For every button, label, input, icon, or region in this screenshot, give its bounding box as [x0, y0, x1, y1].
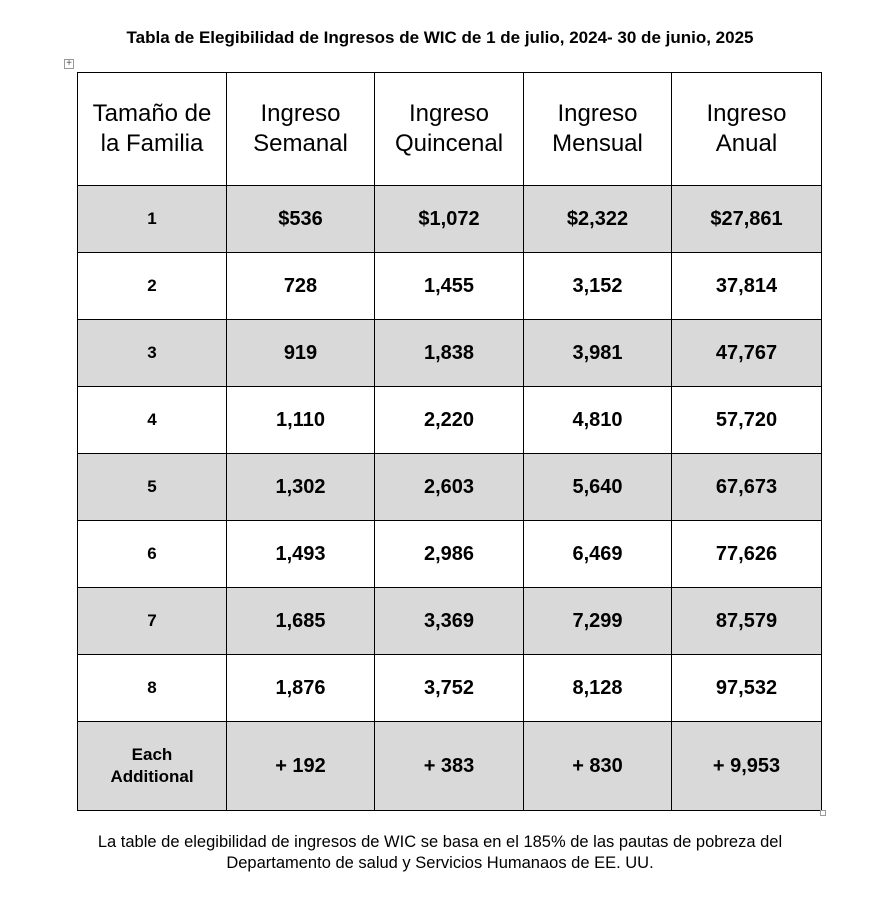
- table-resize-handle[interactable]: [820, 810, 826, 816]
- table-row: [78, 454, 822, 521]
- table-row: [78, 387, 822, 454]
- biweekly-income-cell: 2,986: [375, 521, 524, 588]
- table-header-row: [78, 73, 822, 186]
- header-line: Tamaño de: [92, 100, 212, 127]
- monthly-income-cell: 7,299: [524, 588, 672, 655]
- header-monthly-income: [524, 73, 672, 186]
- weekly-income-cell: 728: [227, 253, 375, 320]
- monthly-income-cell: 5,640: [524, 454, 672, 521]
- table-row: [78, 320, 822, 387]
- annual-income-cell: 37,814: [672, 253, 822, 320]
- family-size-cell: 5: [78, 454, 227, 521]
- family-size-cell: 4: [78, 387, 227, 454]
- monthly-income-cell: $2,322: [524, 186, 672, 253]
- additional-member-row: [78, 722, 822, 811]
- footnote-line: Departamento de salud y Servicios Humanaos de EE. UU.: [226, 854, 654, 872]
- weekly-income-cell: 1,876: [227, 655, 375, 722]
- header-annual-income: [672, 73, 822, 186]
- header-biweekly-income: [375, 73, 524, 186]
- table-row: [78, 655, 822, 722]
- header-line: Quincenal: [394, 130, 504, 157]
- header-line: Anual: [715, 130, 778, 157]
- table-row: [78, 253, 822, 320]
- weekly-income-cell: 919: [227, 320, 375, 387]
- each-additional-cell: [78, 722, 227, 811]
- biweekly-income-cell: + 383: [375, 722, 524, 811]
- family-size-cell: 1: [78, 186, 227, 253]
- weekly-income-cell: 1,302: [227, 454, 375, 521]
- table-move-handle-icon[interactable]: +: [64, 59, 74, 69]
- monthly-income-cell: 4,810: [524, 387, 672, 454]
- weekly-income-cell: $536: [227, 186, 375, 253]
- annual-income-cell: 67,673: [672, 454, 822, 521]
- annual-income-cell: 97,532: [672, 655, 822, 722]
- monthly-income-cell: 3,981: [524, 320, 672, 387]
- annual-income-cell: 77,626: [672, 521, 822, 588]
- monthly-income-cell: 6,469: [524, 521, 672, 588]
- each-additional-line: Each: [131, 745, 173, 764]
- biweekly-income-cell: 1,455: [375, 253, 524, 320]
- table-row: [78, 186, 822, 253]
- family-size-cell: 6: [78, 521, 227, 588]
- income-eligibility-table: [77, 72, 822, 811]
- annual-income-cell: $27,861: [672, 186, 822, 253]
- each-additional-line: Additional: [110, 767, 194, 786]
- header-line: la Familia: [100, 130, 204, 157]
- monthly-income-cell: 3,152: [524, 253, 672, 320]
- weekly-income-cell: 1,493: [227, 521, 375, 588]
- header-line: Semanal: [253, 130, 348, 157]
- annual-income-cell: 87,579: [672, 588, 822, 655]
- header-weekly-income: [227, 73, 375, 186]
- biweekly-income-cell: 3,369: [375, 588, 524, 655]
- monthly-income-cell: + 830: [524, 722, 672, 811]
- biweekly-income-cell: 3,752: [375, 655, 524, 722]
- biweekly-income-cell: $1,072: [375, 186, 524, 253]
- family-size-cell: 2: [78, 253, 227, 320]
- header-family-size: [78, 73, 227, 186]
- header-line: Ingreso: [260, 100, 341, 127]
- header-line: Ingreso: [408, 100, 490, 127]
- family-size-cell: 8: [78, 655, 227, 722]
- header-line: Mensual: [552, 130, 643, 157]
- family-size-cell: 7: [78, 588, 227, 655]
- monthly-income-cell: 8,128: [524, 655, 672, 722]
- footnote: [0, 832, 880, 874]
- footnote-line: La table de elegibilidad de ingresos de WIC se basa en el 185% de las pautas de pobreza del: [97, 833, 783, 851]
- table-row: [78, 521, 822, 588]
- family-size-cell: 3: [78, 320, 227, 387]
- table-row: [78, 588, 822, 655]
- header-line: Ingreso: [706, 100, 787, 127]
- document-title: Tabla de Elegibilidad de Ingresos de WIC de 1 de julio, 2024- 30 de junio, 2025: [126, 28, 754, 47]
- weekly-income-cell: 1,685: [227, 588, 375, 655]
- biweekly-income-cell: 2,603: [375, 454, 524, 521]
- header-line: Ingreso: [557, 100, 638, 127]
- biweekly-income-cell: 2,220: [375, 387, 524, 454]
- annual-income-cell: 57,720: [672, 387, 822, 454]
- weekly-income-cell: + 192: [227, 722, 375, 811]
- annual-income-cell: + 9,953: [672, 722, 822, 811]
- weekly-income-cell: 1,110: [227, 387, 375, 454]
- annual-income-cell: 47,767: [672, 320, 822, 387]
- biweekly-income-cell: 1,838: [375, 320, 524, 387]
